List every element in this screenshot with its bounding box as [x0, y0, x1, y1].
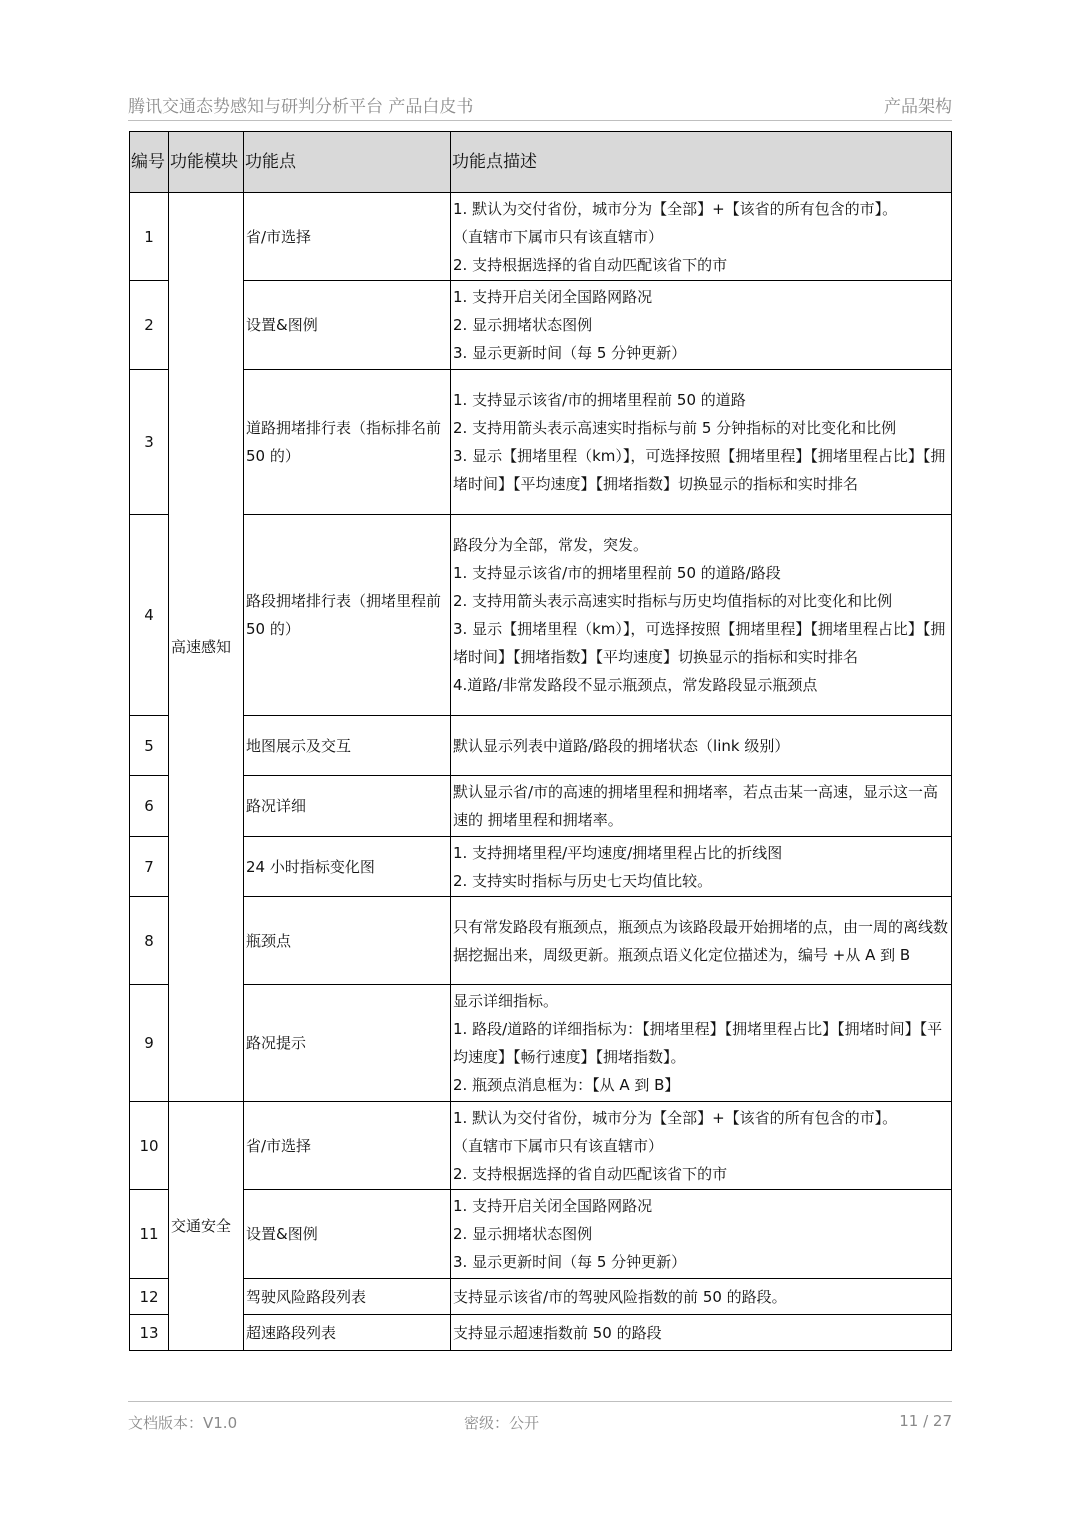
- col-header-number: 编号: [130, 132, 169, 193]
- feature-cell: 驾驶风险路段列表: [244, 1279, 451, 1315]
- page-number: 11 / 27: [899, 1412, 952, 1430]
- feature-cell: 24 小时指标变化图: [244, 837, 451, 897]
- col-header-feature: 功能点: [244, 132, 451, 193]
- description-cell: 只有常发路段有瓶颈点，瓶颈点为该路段最开始拥堵的点，由一周的离线数据挖掘出来，周级更新。瓶颈点语义化定位描述为，编号 +从 A 到 B: [451, 897, 952, 985]
- feature-cell: 瓶颈点: [244, 897, 451, 985]
- description-cell: 支持显示该省/市的驾驶风险指数的前 50 的路段。: [451, 1279, 952, 1315]
- table-row: [130, 193, 952, 281]
- document-version: 文档版本：V1.0: [128, 1414, 238, 1432]
- feature-cell: 省/市选择: [244, 193, 451, 281]
- document-title: 腾讯交通态势感知与研判分析平台 产品白皮书: [128, 97, 474, 117]
- table-row: [130, 1102, 952, 1190]
- description-cell: 显示详细指标。 1. 路段/道路的详细指标为：【拥堵里程】【拥堵里程占比】【拥堵时间】【平均速度】【畅行速度】【拥堵指数】。 2. 瓶颈点消息框为：【从 A 到 B】: [451, 985, 952, 1102]
- row-number: 6: [130, 776, 169, 837]
- feature-table: [129, 131, 952, 1351]
- row-number: 7: [130, 837, 169, 897]
- table-row: [130, 1279, 952, 1315]
- col-header-description: 功能点描述: [451, 132, 952, 193]
- feature-cell: 路段拥堵排行表（拥堵里程前 50 的）: [244, 515, 451, 716]
- table-row: [130, 716, 952, 776]
- feature-cell: 路况详细: [244, 776, 451, 837]
- row-number: 9: [130, 985, 169, 1102]
- feature-cell: 设置&图例: [244, 281, 451, 370]
- description-cell: 1. 支持显示该省/市的拥堵里程前 50 的道路 2. 支持用箭头表示高速实时指标与前 5 分钟指标的对比变化和比例 3. 显示【拥堵里程（km）】，可选择按照【拥堵里程】【拥堵里程占比】【拥堵时间】【平均速度】【拥堵指数】切换显示的指标和实时排名: [451, 370, 952, 515]
- table-row: [130, 1190, 952, 1279]
- page-footer: [128, 1401, 952, 1432]
- section-title: 产品架构: [884, 97, 952, 117]
- row-number: 12: [130, 1279, 169, 1315]
- description-cell: 1. 支持开启关闭全国路网路况 2. 显示拥堵状态图例 3. 显示更新时间（每 5 分钟更新）: [451, 1190, 952, 1279]
- description-cell: 1. 默认为交付省份，城市分为【全部】+【该省的所有包含的市】。 （直辖市下属市只有该直辖市） 2. 支持根据选择的省自动匹配该省下的市: [451, 1102, 952, 1190]
- table-row: [130, 837, 952, 897]
- col-header-module: 功能模块: [169, 132, 244, 193]
- module-cell: 交通安全: [169, 1102, 244, 1351]
- table-row: [130, 897, 952, 985]
- table-header-row: [130, 132, 952, 193]
- row-number: 5: [130, 716, 169, 776]
- table-row: [130, 1315, 952, 1351]
- feature-cell: 省/市选择: [244, 1102, 451, 1190]
- table-row: [130, 281, 952, 370]
- description-cell: 1. 支持开启关闭全国路网路况 2. 显示拥堵状态图例 3. 显示更新时间（每 5 分钟更新）: [451, 281, 952, 370]
- row-number: 11: [130, 1190, 169, 1279]
- row-number: 13: [130, 1315, 169, 1351]
- description-cell: 支持显示超速指数前 50 的路段: [451, 1315, 952, 1351]
- feature-cell: 地图展示及交互: [244, 716, 451, 776]
- feature-cell: 超速路段列表: [244, 1315, 451, 1351]
- feature-cell: 道路拥堵排行表（指标排名前 50 的）: [244, 370, 451, 515]
- module-cell: 高速感知: [169, 193, 244, 1102]
- security-level: 密级：公开: [464, 1414, 540, 1432]
- table-row: [130, 515, 952, 716]
- row-number: 8: [130, 897, 169, 985]
- table-row: [130, 370, 952, 515]
- row-number: 3: [130, 370, 169, 515]
- feature-cell: 设置&图例: [244, 1190, 451, 1279]
- row-number: 10: [130, 1102, 169, 1190]
- description-cell: 1. 默认为交付省份，城市分为【全部】+【该省的所有包含的市】。 （直辖市下属市只有该直辖市） 2. 支持根据选择的省自动匹配该省下的市: [451, 193, 952, 281]
- table-row: [130, 985, 952, 1102]
- page-header: [128, 90, 952, 121]
- description-cell: 默认显示列表中道路/路段的拥堵状态（link 级别）: [451, 716, 952, 776]
- row-number: 4: [130, 515, 169, 716]
- row-number: 2: [130, 281, 169, 370]
- row-number: 1: [130, 193, 169, 281]
- description-cell: 路段分为全部，常发，突发。 1. 支持显示该省/市的拥堵里程前 50 的道路/路段 2. 支持用箭头表示高速实时指标与历史均值指标的对比变化和比例 3. 显示【拥堵里程（km）】，可选择按照【拥堵里程】【拥堵里程占比】【拥堵时间】【拥堵指数】【平均速度】切换显示的指标和实时排名 4.道路/非常发路段不显示瓶颈点，常发路段显示瓶颈点: [451, 515, 952, 716]
- description-cell: 默认显示省/市的高速的拥堵里程和拥堵率，若点击某一高速，显示这一高速的 拥堵里程和拥堵率。: [451, 776, 952, 837]
- feature-cell: 路况提示: [244, 985, 451, 1102]
- table-row: [130, 776, 952, 837]
- description-cell: 1. 支持拥堵里程/平均速度/拥堵里程占比的折线图 2. 支持实时指标与历史七天均值比较。: [451, 837, 952, 897]
